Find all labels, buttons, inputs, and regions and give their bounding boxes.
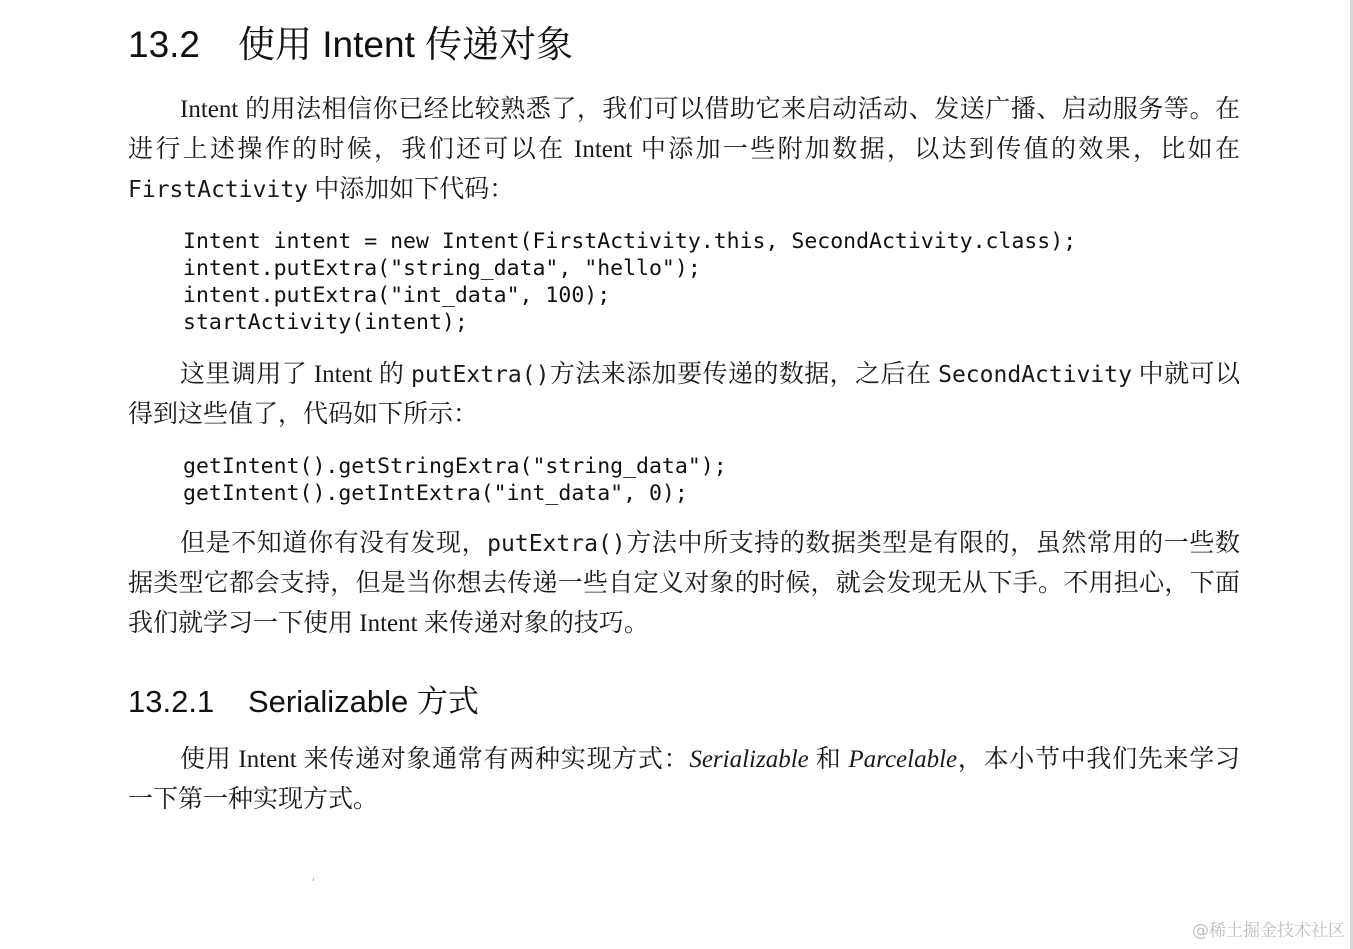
section-title: 使用 Intent 传递对象 (238, 24, 574, 65)
code-block-put-extra (183, 228, 1076, 336)
code-line: intent.putExtra("string_data", "hello"); (183, 256, 701, 281)
paragraph-text: ，本小节中我们先来学习一下第一种实现方式。 (128, 746, 1240, 813)
inline-code-put-extra: putExtra() (487, 531, 626, 557)
term-parcelable: Parcelable (848, 746, 958, 773)
code-line: getIntent().getStringExtra("string_data"); (183, 454, 727, 479)
section-number: 13.2 (128, 24, 201, 65)
paragraph-text: 和 (808, 746, 849, 773)
inline-code-first-activity: FirstActivity (128, 177, 309, 203)
paragraph-text: 中就可以得到这些值了，代码如下所示： (128, 361, 1240, 428)
paragraph-text: Intent 的用法相信你已经比较熟悉了，我们可以借助它来启动活动、发送广播、启动服务等。在进行上述操作的时候，我们还可以在 Intent 中添加一些附加数据，以达到传值的效果，比如在 (128, 96, 1240, 163)
paragraph-text: 这里调用了 Intent 的 (180, 361, 411, 388)
watermark: @稀土掘金技术社区 (1192, 921, 1345, 941)
subsection-title: Serializable 方式 (248, 684, 479, 719)
paragraph-text: 方法中所支持的数据类型是有限的，虽然常用的一些数据类型它都会支持，但是当你想去传递一些自定义对象的时候，就会发现无从下手。不用担心，下面我们就学习一下使用 Intent 来传递对象的技巧。 (128, 530, 1240, 637)
code-line: Intent intent = new Intent(FirstActivity.this, SecondActivity.class); (183, 229, 1077, 254)
code-line: intent.putExtra("int_data", 100); (183, 283, 611, 308)
subsection-heading (128, 676, 479, 721)
stray-mark: ‘ (312, 878, 315, 888)
section-heading (128, 14, 573, 68)
paragraph-limitations (128, 524, 1240, 644)
paragraph-text: 中添加如下代码： (308, 176, 515, 203)
code-block-get-extra (183, 453, 727, 507)
term-serializable: Serializable (689, 746, 809, 773)
paragraph-put-extra (128, 355, 1240, 435)
paragraph-text: 方法来添加要传递的数据，之后在 (549, 361, 939, 388)
paragraph-text: 但是不知道你有没有发现， (180, 530, 488, 557)
paragraph-serializable-intro (128, 740, 1240, 820)
subsection-number: 13.2.1 (128, 684, 215, 719)
paragraph-intent-intro (128, 90, 1240, 210)
inline-code-put-extra: putExtra() (410, 362, 550, 388)
inline-code-second-activity: SecondActivity (938, 362, 1132, 388)
code-line: getIntent().getIntExtra("int_data", 0); (183, 481, 688, 506)
paragraph-text: 使用 Intent 来传递对象通常有两种实现方式： (180, 746, 690, 773)
code-line: startActivity(intent); (183, 310, 468, 335)
